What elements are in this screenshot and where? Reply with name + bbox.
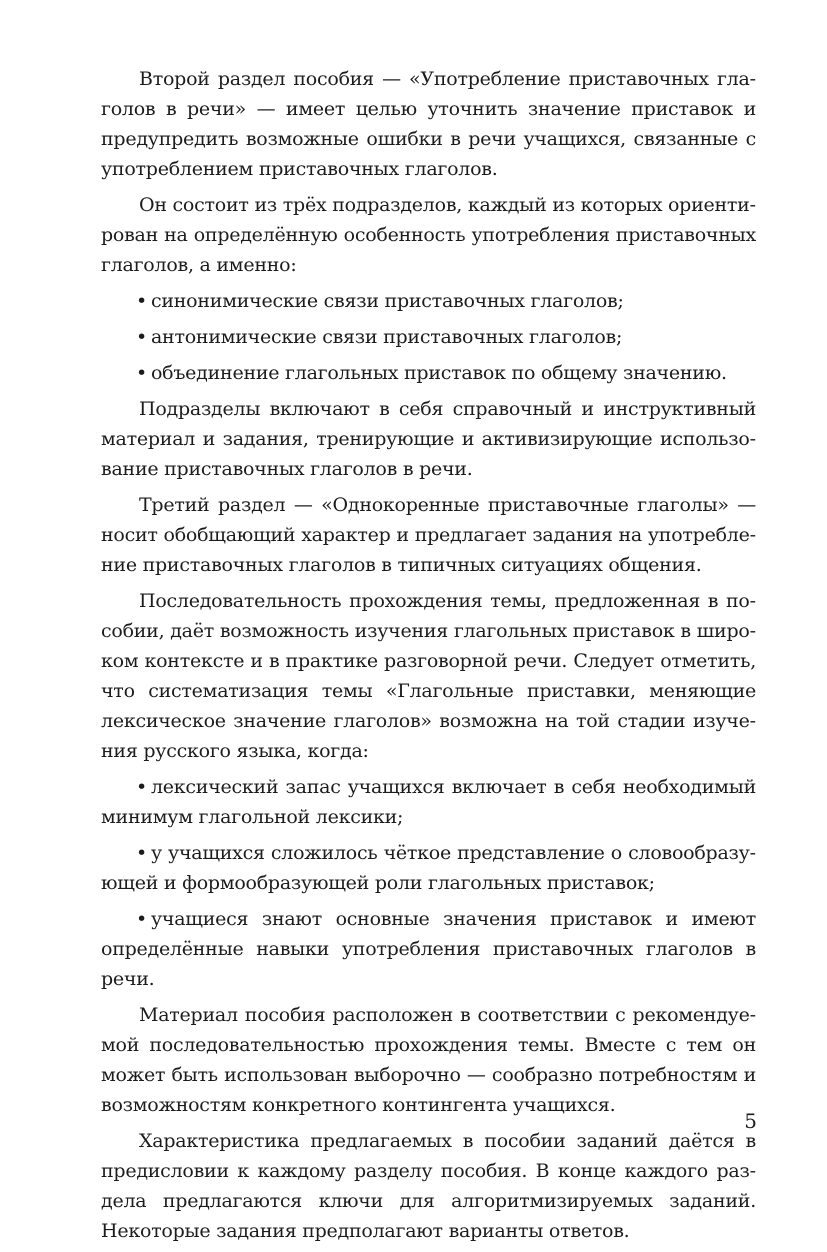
paragraph: Он состоит из трёх подразделов, каждый из которых ориентирован на определённую особенность употребления приставочных глаголов, а именно: [101, 194, 756, 276]
bullet-icon: • [136, 842, 147, 864]
paragraph: Последовательность прохождения темы, предложенная в пособии, даёт возможность изучения глагольных приставок в широком контексте и в практике разговорной речи. Следует отметить, что систематизация темы «Глагольные приставки, меняющие лексическое значение глаголов» возможна на той стадии изучения русского языка, когда: [101, 590, 756, 762]
bullet-icon: • [136, 326, 147, 348]
paragraph: Третий раздел — «Однокоренные приставочные глаголы» — носит обобщающий характер и предлагает задания на употребление приставочных глаголов в типичных ситуациях общения. [101, 494, 756, 576]
list-item-text: антонимические связи приставочных глаголов; [150, 326, 623, 348]
paragraph: Подразделы включают в себя справочный и инструктивный материал и задания, тренирующие и активизирующие использование приставочных глаголов в речи. [101, 398, 756, 480]
bullet-icon: • [136, 362, 147, 384]
page-body [101, 64, 756, 1252]
list-item [101, 772, 756, 832]
list-item [101, 322, 756, 352]
list-item [101, 838, 756, 898]
paragraph: Материал пособия расположен в соответствии с рекомендуемой последовательностью прохождения темы. Вместе с тем он может быть использован выборочно — сообразно потребностям и возможностям конкретного контингента учащихся. [101, 1004, 756, 1116]
bullet-icon: • [136, 776, 147, 798]
list-item-text: синонимические связи приставочных глаголов; [150, 290, 624, 312]
bullet-icon: • [136, 290, 147, 312]
list-item-text: учащиеся знают основные значения приставок и имеют определённые навыки употребления приставочных глаголов в речи. [101, 908, 756, 990]
page-number: 5 [744, 1109, 757, 1133]
list-item-text: лексический запас учащихся включает в себя необходимый минимум глагольной лексики; [101, 776, 756, 828]
paragraph: Характеристика предлагаемых в пособии заданий даётся в предисловии к каждому разделу пособия. В конце каждого раздела предлагаются ключи для алгоритмизируемых заданий. Некоторые задания предполагают варианты ответов. [101, 1130, 756, 1242]
list-item-text: у учащихся сложилось чёткое представление о словообразующей и формообразующей роли глагольных приставок; [101, 842, 756, 894]
list-item [101, 286, 756, 316]
list-item [101, 358, 756, 388]
bullet-icon: • [136, 908, 147, 930]
paragraph: Второй раздел пособия — «Употребление приставочных глаголов в речи» — имеет целью уточнить значение приставок и предупредить возможные ошибки в речи учащихся, связанные с употреблением приставочных глаголов. [101, 68, 756, 180]
list-item-text: объединение глагольных приставок по общему значению. [150, 362, 727, 384]
list-item [101, 904, 756, 994]
